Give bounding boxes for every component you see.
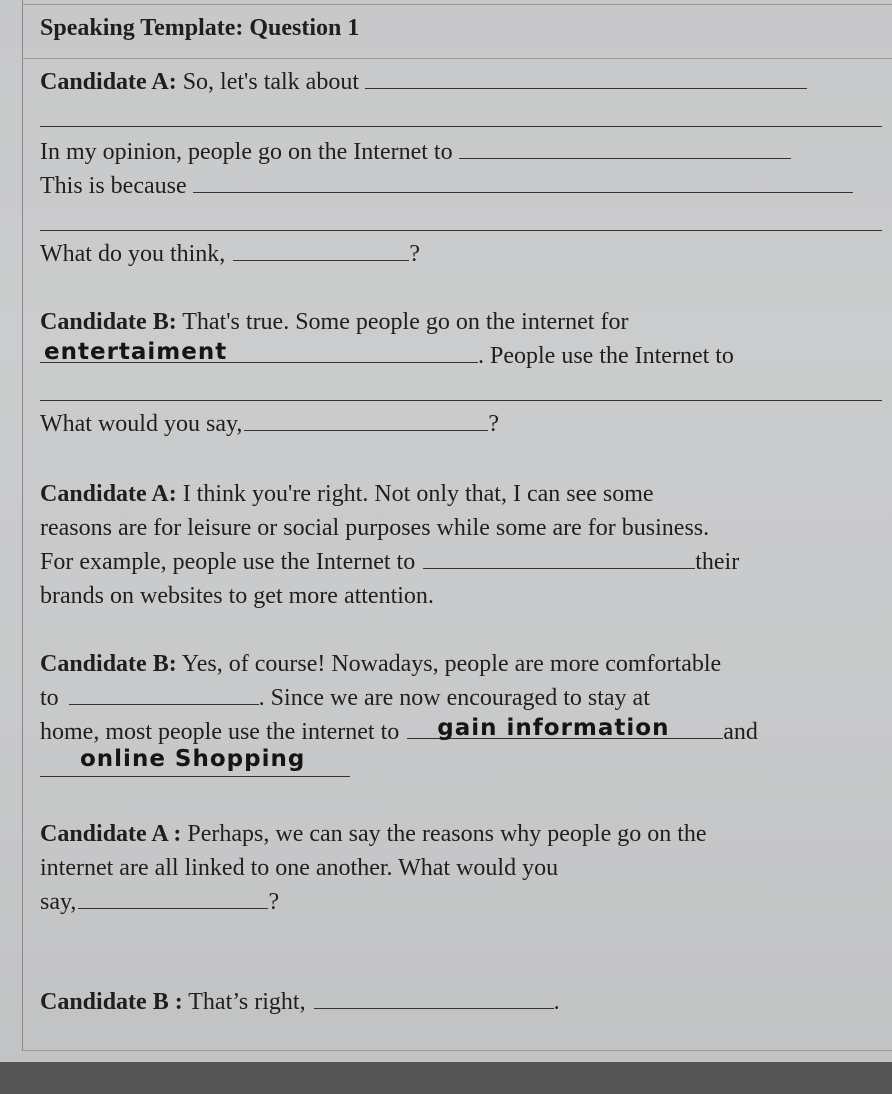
question-mark: ? xyxy=(488,411,500,437)
a3-line3 xyxy=(40,888,279,916)
a3-line1 xyxy=(40,820,707,848)
speaker-label: Candidate A: xyxy=(40,69,177,95)
a1-line3 xyxy=(40,138,791,166)
question-mark: ? xyxy=(409,241,420,267)
b2-line1 xyxy=(40,650,721,678)
b2-text: and xyxy=(723,719,758,745)
bottom-rule xyxy=(22,1050,892,1051)
b3-line1 xyxy=(40,988,560,1016)
speaker-label: Candidate B: xyxy=(40,309,177,335)
answer-blank[interactable] xyxy=(193,172,853,193)
speaker-label: Candidate B : xyxy=(40,989,183,1015)
answer-blank[interactable] xyxy=(423,548,695,569)
a2-line4: brands on websites to get more attention. xyxy=(40,583,434,609)
answer-blank-full[interactable] xyxy=(40,400,882,401)
b2-text: . Since we are now encouraged to stay at xyxy=(258,685,650,711)
b1-text: . People use the Internet to xyxy=(478,343,734,369)
answer-blank-full[interactable] xyxy=(40,126,882,127)
page-title: Speaking Template: Question 1 xyxy=(40,15,360,41)
b2-line2 xyxy=(40,684,650,712)
b1-line2 xyxy=(40,339,734,370)
b2-text: home, most people use the internet to xyxy=(40,719,400,745)
b3-text: That’s right, xyxy=(182,989,306,1015)
answer-blank-full[interactable] xyxy=(40,230,882,231)
a1-text: What do you think, xyxy=(40,241,226,267)
b3-text: . xyxy=(553,989,560,1015)
a2-text: their xyxy=(695,549,740,575)
a3-line2: internet are all linked to one another. What would you xyxy=(40,855,559,881)
b1-line1 xyxy=(40,308,628,336)
margin-line xyxy=(22,0,23,1050)
speaker-label: Candidate B: xyxy=(40,651,177,677)
a1-line4 xyxy=(40,172,853,200)
b2-line3 xyxy=(40,715,758,746)
b2-text: Yes, of course! Nowadays, people are more comfortable xyxy=(176,651,722,677)
title-rule xyxy=(22,58,892,59)
answer-blank[interactable] xyxy=(314,988,554,1009)
a2-line1 xyxy=(40,480,654,508)
a1-line1 xyxy=(40,68,807,96)
answer-blank[interactable] xyxy=(233,240,409,261)
top-rule xyxy=(22,4,892,5)
question-mark: ? xyxy=(268,889,280,915)
answer-blank[interactable] xyxy=(244,410,488,431)
answer-blank[interactable] xyxy=(78,888,268,909)
a1-line6 xyxy=(40,240,420,268)
handwritten-answer: online Shopping xyxy=(80,746,306,772)
answer-blank[interactable] xyxy=(459,138,791,159)
b1-text: That's true. Some people go on the internet for xyxy=(176,309,629,335)
speaker-label: Candidate A : xyxy=(40,821,182,847)
answer-blank[interactable] xyxy=(69,684,259,705)
a1-text: This is because xyxy=(40,173,187,199)
answer-blank-full[interactable] xyxy=(40,776,350,777)
a2-text: I think you're right. Not only that, I can see some xyxy=(176,481,654,507)
b2-text: to xyxy=(40,685,59,711)
a1-text: So, let's talk about xyxy=(176,69,359,95)
b1-line4 xyxy=(40,410,499,438)
handwritten-answer: gain information xyxy=(437,715,670,741)
a1-text: In my opinion, people go on the Internet to xyxy=(40,139,453,165)
a2-line3 xyxy=(40,548,739,576)
speaker-label: Candidate A: xyxy=(40,481,177,507)
a2-line2: reasons are for leisure or social purposes while some are for business. xyxy=(40,515,710,541)
handwritten-answer: entertaiment xyxy=(44,339,228,365)
b1-text: What would you say, xyxy=(40,411,243,437)
a2-text: For example, people use the Internet to xyxy=(40,549,416,575)
a3-text: Perhaps, we can say the reasons why people go on the xyxy=(181,821,707,847)
answer-blank[interactable] xyxy=(40,339,478,365)
a3-text: say, xyxy=(40,889,77,915)
answer-blank[interactable] xyxy=(407,715,723,741)
answer-blank[interactable] xyxy=(365,68,807,89)
background-edge xyxy=(0,1062,892,1094)
